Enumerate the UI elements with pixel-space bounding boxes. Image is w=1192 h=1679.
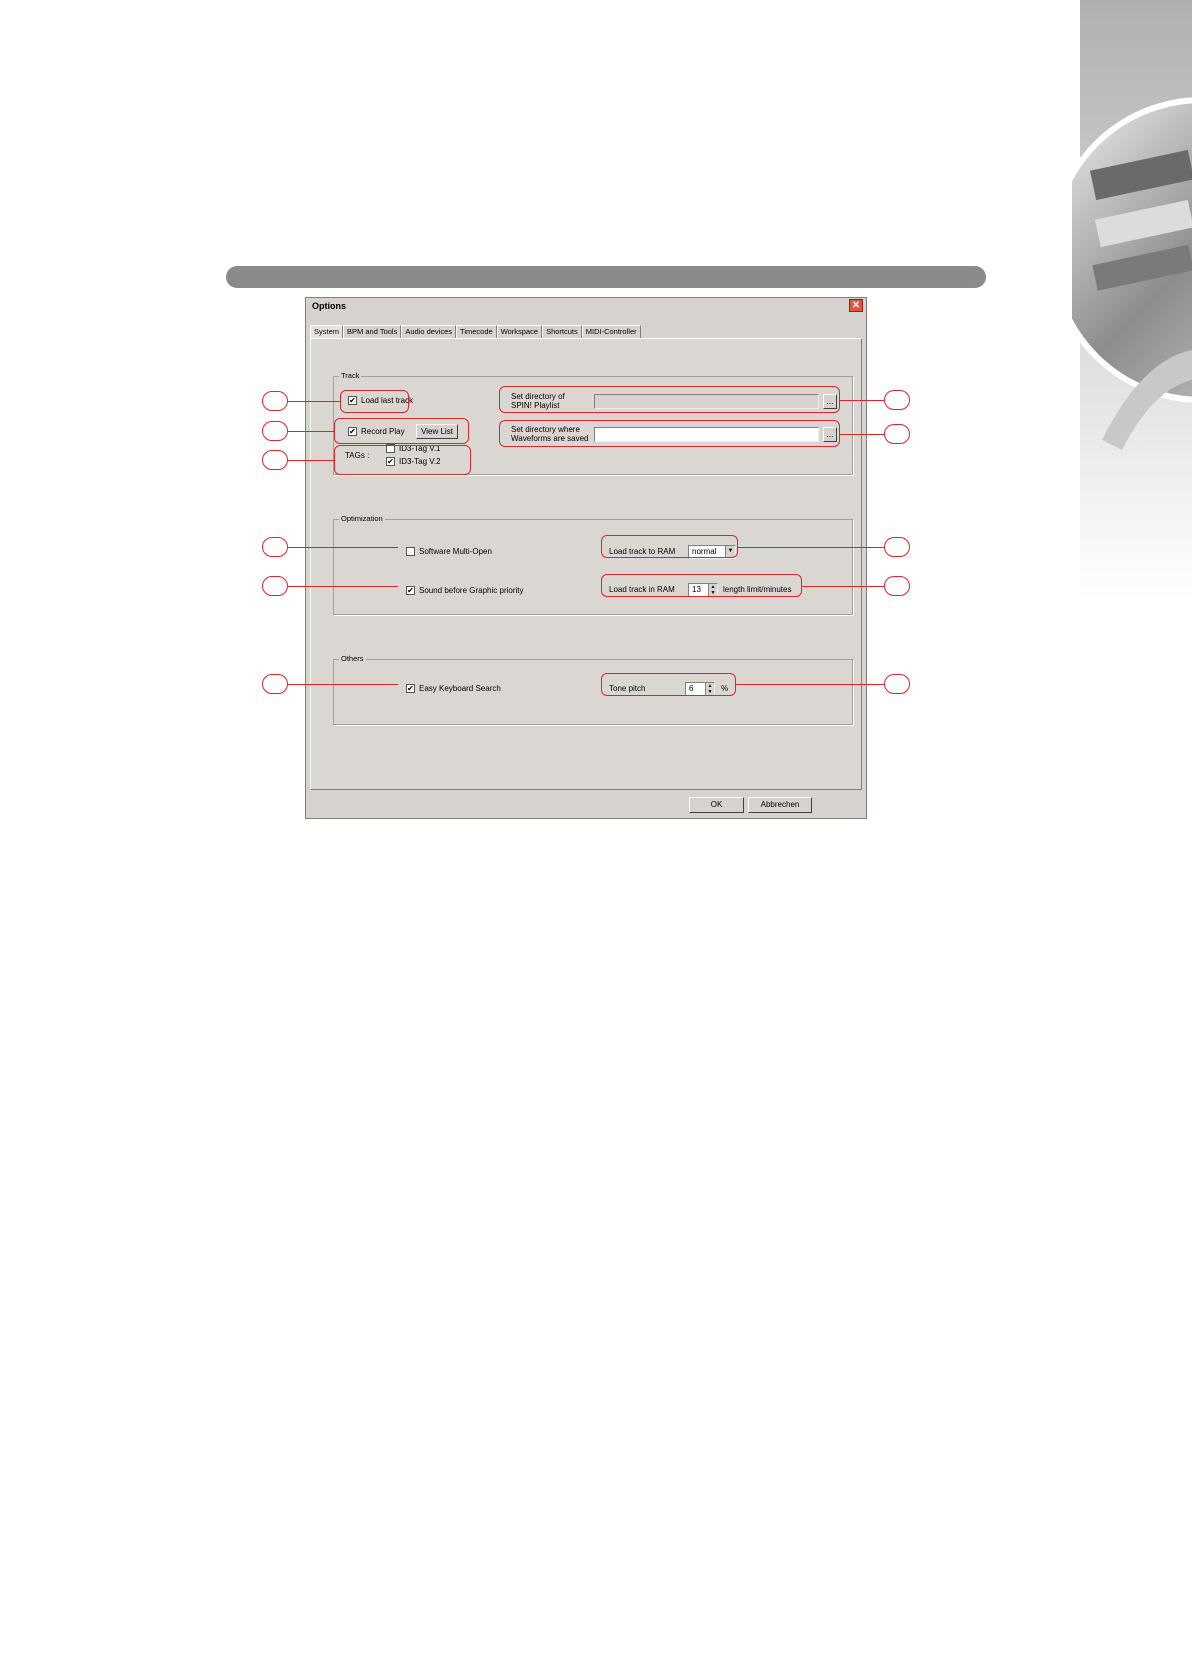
leader-tone-pitch <box>736 684 884 685</box>
optimization-group-label: Optimization <box>341 514 383 523</box>
tab-timecode[interactable]: Timecode <box>456 325 497 338</box>
software-multi-open-checkbox[interactable] <box>406 547 415 556</box>
section-header-bar <box>226 266 986 288</box>
record-play-checkbox[interactable]: ✔ <box>349 427 356 436</box>
tags-label: TAGs : <box>345 451 370 460</box>
tone-pitch-value: 6 <box>689 684 694 693</box>
cancel-button[interactable]: Abbrechen <box>748 797 812 813</box>
sound-before-graphic-checkbox[interactable]: ✔ <box>407 586 414 595</box>
tab-system[interactable]: System <box>310 325 343 338</box>
leader-load-in-ram <box>802 586 884 587</box>
marker-sound-before-graphic <box>262 576 288 596</box>
load-to-ram-value: normal <box>692 547 717 556</box>
callout-spin-playlist <box>499 386 840 413</box>
spin-arrows-icon[interactable]: ▲ ▼ <box>705 683 714 695</box>
title-bar <box>306 298 866 314</box>
easy-keyboard-search-label: Easy Keyboard Search <box>419 684 501 693</box>
leader-sound-before-graphic <box>288 586 398 587</box>
leader-record-play <box>288 431 334 432</box>
marker-load-in-ram <box>884 576 910 596</box>
load-in-ram-label: Load track in RAM <box>609 585 675 594</box>
callout-tags <box>334 445 471 475</box>
leader-easy-keyboard-search <box>288 684 398 685</box>
tab-shortcuts[interactable]: Shortcuts <box>542 325 582 338</box>
marker-tags <box>262 450 288 470</box>
load-in-ram-value: 13 <box>692 585 701 594</box>
options-dialog <box>305 297 867 819</box>
ok-button[interactable]: OK <box>689 797 744 813</box>
tab-audio-devices[interactable]: Audio devices <box>401 325 456 338</box>
leader-spin-playlist <box>840 400 884 401</box>
callout-load-in-ram <box>601 574 802 597</box>
callout-load-last-track <box>340 390 409 413</box>
tab-workspace[interactable]: Workspace <box>497 325 542 338</box>
spin-playlist-dir-label-1: Set directory of <box>511 392 565 401</box>
percent-label: % <box>721 684 729 693</box>
marker-record-play <box>262 421 288 441</box>
sound-before-graphic-label: Sound before Graphic priority <box>419 586 524 595</box>
waveform-dir-label-1: Set directory where <box>511 425 580 434</box>
brand-logo <box>1072 0 1192 600</box>
leader-software-multi-open <box>288 547 398 548</box>
length-limit-label: length limit/minutes <box>723 585 792 594</box>
easy-keyboard-search-checkbox[interactable]: ✔ <box>407 684 414 693</box>
marker-load-to-ram <box>884 537 910 557</box>
leader-load-last-track <box>288 401 340 402</box>
marker-tone-pitch <box>884 674 910 694</box>
others-group-label: Others <box>341 654 364 663</box>
spin-playlist-dir-label-2: SPIN! Playlist <box>511 401 560 410</box>
marker-load-last-track <box>262 391 288 411</box>
browse-playlist-dir-button[interactable]: ... <box>823 394 837 409</box>
view-list-button[interactable]: View List <box>416 424 458 439</box>
tab-midi-controller[interactable]: MIDI-Controller <box>582 325 641 338</box>
id3-v2-label: ID3-Tag V.2 <box>399 457 441 466</box>
marker-waveform <box>884 424 910 444</box>
track-group-label: Track <box>341 371 360 380</box>
tab-bpm-and-tools[interactable]: BPM and Tools <box>343 325 401 338</box>
software-multi-open-label: Software Multi-Open <box>419 547 492 556</box>
marker-software-multi-open <box>262 537 288 557</box>
browse-waveform-dir-button[interactable]: ... <box>823 427 837 442</box>
dialog-title: Options <box>312 301 346 311</box>
load-last-track-label: Load last track <box>361 396 414 405</box>
marker-spin-playlist <box>884 390 910 410</box>
tab-bar <box>310 325 641 338</box>
id3-v1-label: ID3-Tag V.1 <box>399 444 441 453</box>
leader-waveform <box>840 434 884 435</box>
load-to-ram-label: Load track to RAM <box>609 547 676 556</box>
chevron-down-icon[interactable]: ▼ <box>725 546 735 558</box>
leader-load-to-ram <box>738 547 884 548</box>
callout-load-to-ram <box>601 535 738 558</box>
id3-v2-checkbox[interactable]: ✔ <box>387 457 394 466</box>
callout-waveform <box>499 420 840 447</box>
tone-pitch-label: Tone pitch <box>609 684 646 693</box>
waveform-dir-label-2: Waveforms are saved <box>511 434 589 443</box>
leader-tags <box>288 460 334 461</box>
load-last-track-checkbox[interactable]: ✔ <box>349 396 356 405</box>
callout-record-play <box>334 418 469 444</box>
footer-bar <box>310 792 862 816</box>
spin-arrows-icon[interactable]: ▲ ▼ <box>708 584 717 596</box>
optimization-group <box>333 514 853 615</box>
callout-tone-pitch <box>601 673 736 696</box>
record-play-label: Record Play <box>361 427 405 436</box>
close-icon[interactable]: ✕ <box>849 299 863 312</box>
marker-easy-keyboard-search <box>262 674 288 694</box>
